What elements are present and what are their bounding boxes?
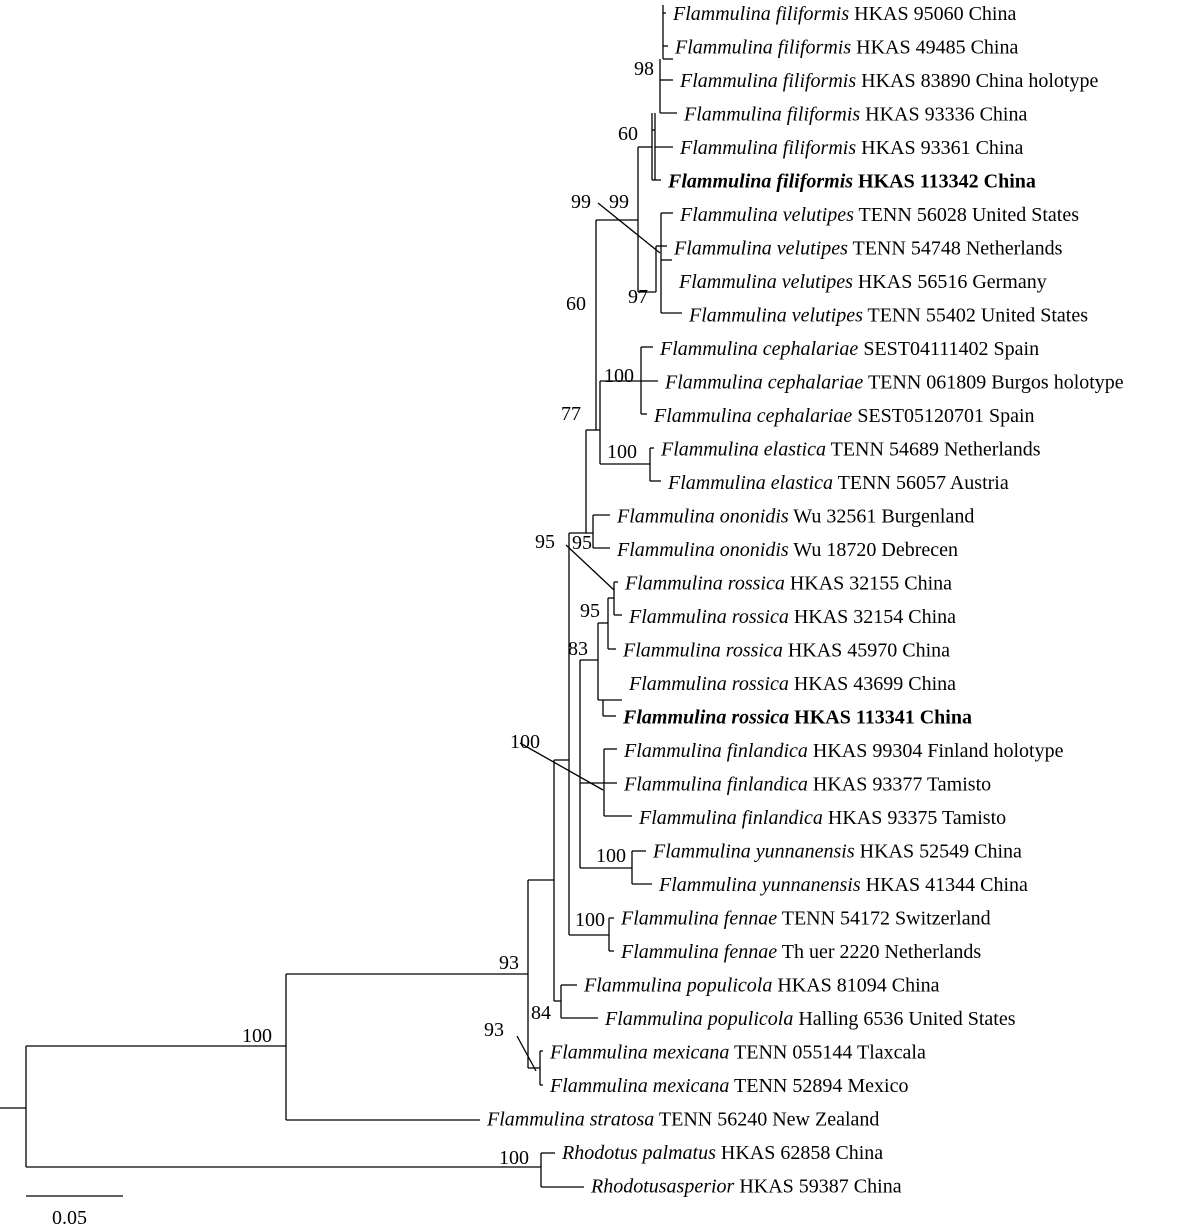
taxon-label bbox=[622, 707, 972, 729]
taxon-species: Flammulina stratosa bbox=[487, 1108, 655, 1131]
taxon-specimen: Wu 18720 Debrecen bbox=[788, 539, 958, 561]
scale-bar bbox=[26, 1196, 123, 1229]
taxon-specimen: HKAS 43699 China bbox=[788, 673, 957, 695]
taxon-specimen: TENN 56057 Austria bbox=[832, 472, 1009, 494]
scale-bar-label: 0.05 bbox=[52, 1207, 87, 1229]
taxon-label bbox=[652, 841, 1022, 863]
support-value: 99 bbox=[571, 191, 591, 213]
taxon-species: Flammulina elastica bbox=[668, 472, 833, 494]
taxon-specimen: TENN 061809 Burgos holotype bbox=[863, 371, 1124, 394]
taxon-label bbox=[672, 3, 1016, 25]
taxon-species: Flammulina cephalariae bbox=[660, 338, 859, 360]
taxon-label bbox=[628, 606, 956, 628]
taxon-species: Flammulina velutipes bbox=[689, 304, 863, 327]
taxon-specimen: Halling 6536 United States bbox=[793, 1008, 1016, 1030]
taxon-specimen: HKAS 49485 China bbox=[851, 36, 1019, 59]
taxon-label bbox=[623, 774, 991, 796]
taxon-label bbox=[667, 171, 1036, 193]
taxon-species: Flammulina populicola bbox=[584, 974, 773, 997]
taxon-species: Flammulina filiformis bbox=[668, 170, 854, 193]
taxon-specimen: HKAS 41344 China bbox=[860, 874, 1028, 896]
taxon-label bbox=[659, 338, 1039, 360]
taxon-label bbox=[674, 37, 1018, 59]
taxon-species: Flammulina yunnanensis bbox=[653, 840, 855, 863]
taxon-label bbox=[679, 137, 1023, 159]
support-value: 100 bbox=[607, 441, 637, 463]
taxon-label bbox=[660, 439, 1041, 461]
taxon-label bbox=[688, 305, 1088, 327]
taxon-specimen: HKAS 93377 Tamisto bbox=[807, 773, 992, 796]
taxon-specimen: HKAS 95060 China bbox=[849, 3, 1017, 25]
taxon-specimen: HKAS 59387 China bbox=[734, 1175, 902, 1198]
taxon-species: Flammulina velutipes bbox=[674, 237, 848, 260]
taxon-label bbox=[616, 506, 974, 528]
support-value: 93 bbox=[484, 1019, 504, 1041]
taxon-label bbox=[667, 472, 1009, 494]
taxon-species: Flammulina mexicana bbox=[550, 1041, 730, 1064]
taxon-specimen: HKAS 99304 Finland holotype bbox=[807, 740, 1064, 762]
support-value: 98 bbox=[634, 58, 654, 80]
tree-branch bbox=[517, 1036, 536, 1071]
taxon-label bbox=[683, 104, 1027, 126]
taxon-specimen: HKAS 56516 Germany bbox=[852, 271, 1047, 293]
support-value: 77 bbox=[561, 403, 581, 425]
taxon-label bbox=[616, 539, 958, 561]
support-value: 93 bbox=[499, 952, 519, 974]
taxon-species: Flammulina filiformis bbox=[680, 70, 857, 92]
taxon-species: Flammulina rossica bbox=[629, 673, 789, 695]
taxon-species: Flammulina fennae bbox=[621, 941, 778, 963]
taxon-species: Flammulina rossica bbox=[629, 606, 789, 628]
taxon-label bbox=[673, 238, 1063, 260]
taxon-label bbox=[620, 941, 981, 963]
taxon-species: Flammulina populicola bbox=[605, 1008, 794, 1030]
taxon-species: Flammulina yunnanensis bbox=[659, 874, 861, 896]
support-value: 95 bbox=[535, 531, 555, 553]
taxon-specimen: TENN 055144 Tlaxcala bbox=[729, 1041, 926, 1064]
taxon-species: Flammulina ononidis bbox=[617, 539, 789, 561]
taxon-label bbox=[604, 1008, 1016, 1030]
support-value: 100 bbox=[242, 1025, 272, 1047]
support-value: 83 bbox=[568, 638, 588, 660]
taxon-species: Flammulina cephalariae bbox=[665, 371, 864, 394]
taxon-label bbox=[583, 975, 940, 997]
taxon-species: Flammulina filiformis bbox=[684, 103, 861, 126]
support-values bbox=[242, 58, 654, 1169]
taxon-label bbox=[486, 1109, 879, 1131]
support-value: 60 bbox=[566, 293, 586, 315]
taxon-species: Flammulina fennae bbox=[621, 907, 778, 930]
taxon-species: Rhodotus palmatus bbox=[562, 1142, 716, 1164]
taxon-species: Flammulina velutipes bbox=[680, 204, 854, 226]
taxon-specimen: HKAS 32155 China bbox=[784, 572, 953, 595]
taxon-specimen: HKAS 113341 China bbox=[789, 706, 972, 729]
support-value: 97 bbox=[628, 286, 648, 308]
tree-branch bbox=[598, 203, 660, 253]
taxon-label bbox=[561, 1142, 883, 1164]
support-value: 100 bbox=[604, 365, 634, 387]
taxon-specimen: SEST04111402 Spain bbox=[858, 338, 1040, 360]
support-value: 95 bbox=[580, 600, 600, 622]
taxon-specimen: TENN 56028 United States bbox=[853, 204, 1080, 226]
taxon-specimen: Wu 32561 Burgenland bbox=[788, 505, 975, 528]
taxon-label bbox=[623, 740, 1064, 762]
taxon-label bbox=[549, 1075, 908, 1097]
taxon-specimen: HKAS 113342 China bbox=[853, 170, 1036, 193]
taxon-label bbox=[549, 1042, 926, 1064]
taxon-species: Flammulina elastica bbox=[661, 438, 826, 461]
taxon-specimen: HKAS 93336 China bbox=[860, 103, 1028, 126]
taxon-specimen: TENN 55402 United States bbox=[862, 304, 1089, 327]
taxon-specimen: Th uer 2220 Netherlands bbox=[777, 941, 982, 963]
tree-branches bbox=[0, 5, 682, 1187]
taxon-species: Flammulina rossica bbox=[623, 706, 790, 729]
taxon-label bbox=[638, 807, 1006, 829]
taxon-species: Flammulina ononidis bbox=[617, 505, 789, 528]
taxon-label bbox=[590, 1176, 902, 1198]
taxon-label bbox=[653, 405, 1035, 427]
taxon-species: Flammulina finlandica bbox=[639, 807, 823, 829]
taxon-specimen: TENN 56240 New Zealand bbox=[654, 1108, 880, 1131]
taxon-species: Flammulina mexicana bbox=[550, 1075, 730, 1097]
taxon-species: Flammulina rossica bbox=[623, 639, 783, 662]
taxon-specimen: HKAS 45970 China bbox=[782, 639, 951, 662]
support-value: 60 bbox=[618, 123, 638, 145]
taxon-species: Flammulina filiformis bbox=[675, 36, 852, 59]
taxon-specimen: HKAS 93375 Tamisto bbox=[822, 807, 1007, 829]
taxon-label bbox=[628, 673, 956, 695]
taxon-specimen: HKAS 93361 China bbox=[856, 137, 1024, 159]
taxon-specimen: SEST05120701 Spain bbox=[852, 405, 1035, 427]
support-value: 100 bbox=[575, 909, 605, 931]
taxon-specimen: HKAS 83890 China holotype bbox=[856, 70, 1099, 92]
taxon-species: Flammulina rossica bbox=[625, 572, 785, 595]
taxon-label bbox=[679, 204, 1079, 226]
taxon-label bbox=[620, 908, 991, 930]
taxon-species: Rhodotusasperior bbox=[591, 1175, 735, 1198]
taxon-label bbox=[678, 271, 1047, 293]
taxon-label bbox=[679, 70, 1098, 92]
support-value: 95 bbox=[572, 532, 592, 554]
taxon-species: Flammulina finlandica bbox=[624, 740, 808, 762]
taxon-label bbox=[622, 640, 950, 662]
support-value: 99 bbox=[609, 191, 629, 213]
taxon-label bbox=[624, 573, 952, 595]
taxon-species: Flammulina cephalariae bbox=[654, 405, 853, 427]
taxon-species: Flammulina velutipes bbox=[679, 271, 853, 293]
taxon-species: Flammulina filiformis bbox=[680, 137, 857, 159]
taxon-label bbox=[664, 372, 1124, 394]
taxon-specimen: TENN 54689 Netherlands bbox=[825, 438, 1041, 461]
taxon-specimen: TENN 52894 Mexico bbox=[729, 1075, 909, 1097]
taxon-specimen: HKAS 62858 China bbox=[715, 1142, 884, 1164]
support-value: 100 bbox=[596, 845, 626, 867]
taxon-specimen: HKAS 52549 China bbox=[854, 840, 1022, 863]
taxon-specimen: HKAS 32154 China bbox=[788, 606, 957, 628]
taxon-species: Flammulina filiformis bbox=[673, 3, 850, 25]
support-value: 100 bbox=[510, 731, 540, 753]
support-value: 84 bbox=[531, 1002, 551, 1024]
taxon-species: Flammulina finlandica bbox=[624, 773, 808, 796]
support-value: 100 bbox=[499, 1147, 529, 1169]
taxon-specimen: TENN 54172 Switzerland bbox=[777, 907, 991, 930]
taxon-specimen: HKAS 81094 China bbox=[772, 974, 940, 997]
taxon-specimen: TENN 54748 Netherlands bbox=[847, 237, 1063, 260]
taxon-label bbox=[658, 874, 1028, 896]
